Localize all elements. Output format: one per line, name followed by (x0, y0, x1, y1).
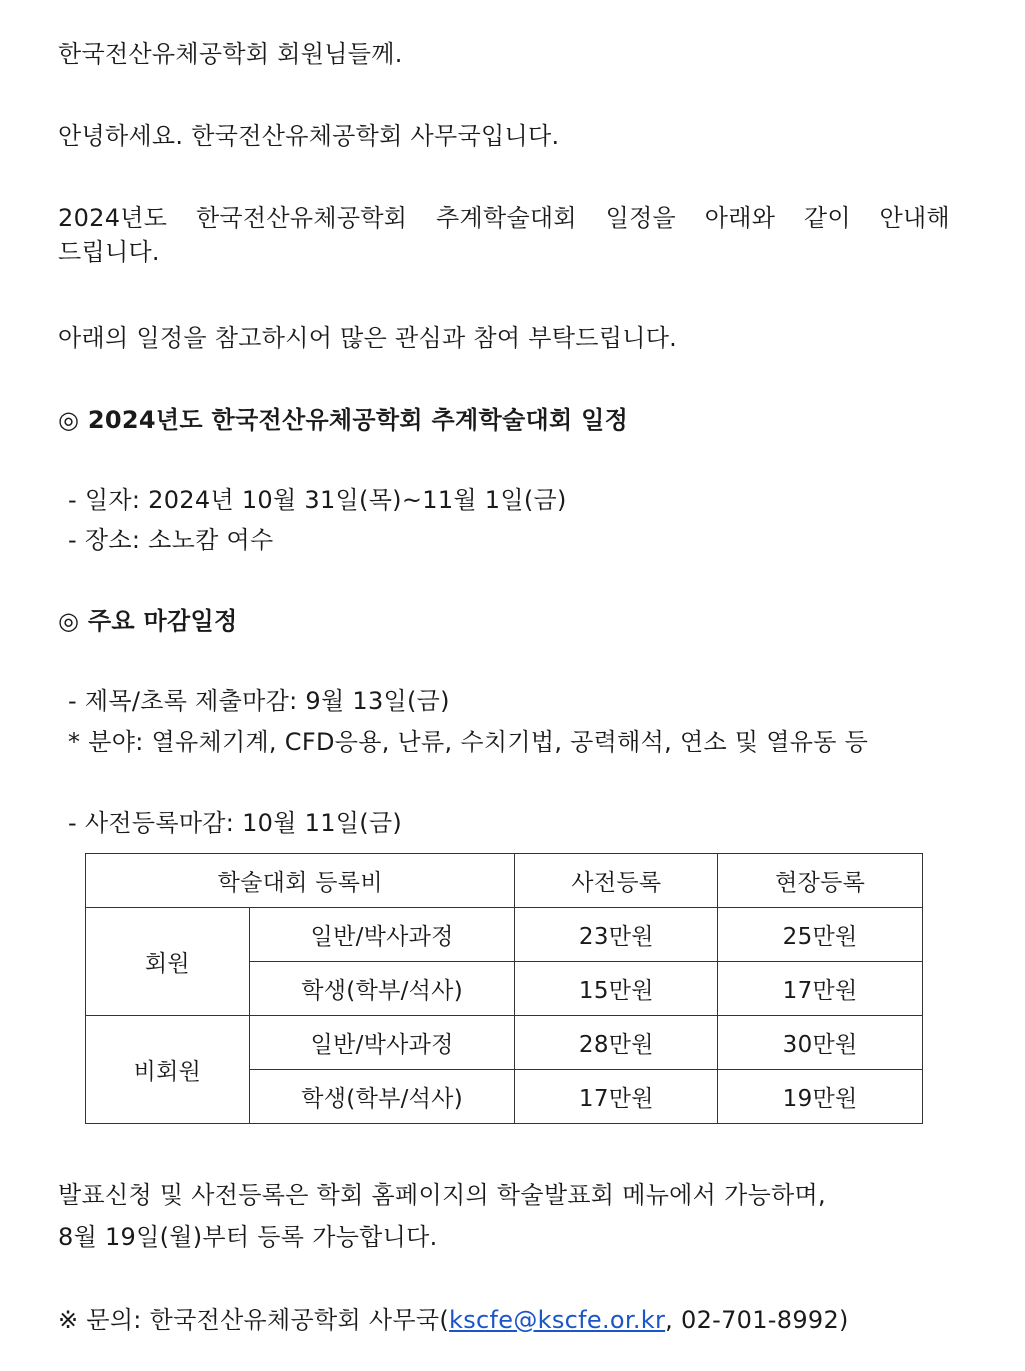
event-date: - 일자: 2024년 10월 31일(목)~11월 1일(금) (68, 486, 567, 514)
contact-suffix: ) (839, 1306, 849, 1334)
closing-line-1: 발표신청 및 사전등록은 학회 홈페이지의 학술발표회 메뉴에서 가능하며, (58, 1181, 826, 1209)
fee-type: 학생(학부/석사) (249, 962, 515, 1016)
group-member: 회원 (86, 908, 250, 1016)
participation-request: 아래의 일정을 참고하시어 많은 관심과 참여 부탁드립니다. (58, 324, 678, 352)
salutation: 한국전산유체공학회 회원님들께. (58, 40, 403, 68)
onsite-fee: 25만원 (718, 908, 923, 962)
group-non-member: 비회원 (86, 1016, 250, 1124)
closing-line-2: 8월 19일(월)부터 등록 가능합니다. (58, 1223, 438, 1251)
onsite-fee: 19만원 (718, 1070, 923, 1124)
contact-phone: 02-701-8992 (681, 1306, 840, 1334)
abstract-deadline: - 제목/초록 제출마감: 9월 13일(금) (68, 687, 450, 715)
early-fee: 23만원 (515, 908, 718, 962)
contact-prefix: ※ 문의: 한국전산유체공학회 사무국( (58, 1306, 450, 1334)
header-category: 학술대회 등록비 (86, 854, 515, 908)
onsite-fee: 30만원 (718, 1016, 923, 1070)
table-row (86, 908, 923, 962)
fee-type: 일반/박사과정 (249, 1016, 515, 1070)
early-fee: 17만원 (515, 1070, 718, 1124)
fee-type: 학생(학부/석사) (249, 1070, 515, 1124)
contact-line (58, 1303, 849, 1337)
header-onsite-registration: 현장등록 (718, 854, 923, 908)
registration-fee-table (85, 853, 923, 1124)
greeting: 안녕하세요. 한국전산유체공학회 사무국입니다. (58, 122, 560, 150)
event-venue: - 장소: 소노캄 여수 (68, 526, 274, 554)
deadlines-heading: ◎ 주요 마감일정 (58, 607, 238, 635)
intro-paragraph: 2024년도 한국전산유체공학회 추계학술대회 일정을 아래와 같이 안내해 드립니다. (58, 204, 950, 266)
schedule-heading: ◎ 2024년도 한국전산유체공학회 추계학술대회 일정 (58, 406, 629, 434)
table-header-row (86, 854, 923, 908)
early-fee: 28만원 (515, 1016, 718, 1070)
contact-email-link[interactable]: kscfe@kscfe.or.kr (449, 1306, 666, 1334)
fee-type: 일반/박사과정 (249, 908, 515, 962)
header-early-registration: 사전등록 (515, 854, 718, 908)
early-fee: 15만원 (515, 962, 718, 1016)
registration-deadline: - 사전등록마감: 10월 11일(금) (68, 809, 403, 837)
table-row (86, 1016, 923, 1070)
contact-separator: , (665, 1306, 681, 1334)
onsite-fee: 17만원 (718, 962, 923, 1016)
research-fields: * 분야: 열유체기계, CFD응용, 난류, 수치기법, 공력해석, 연소 및 열유동 등 (68, 728, 869, 756)
